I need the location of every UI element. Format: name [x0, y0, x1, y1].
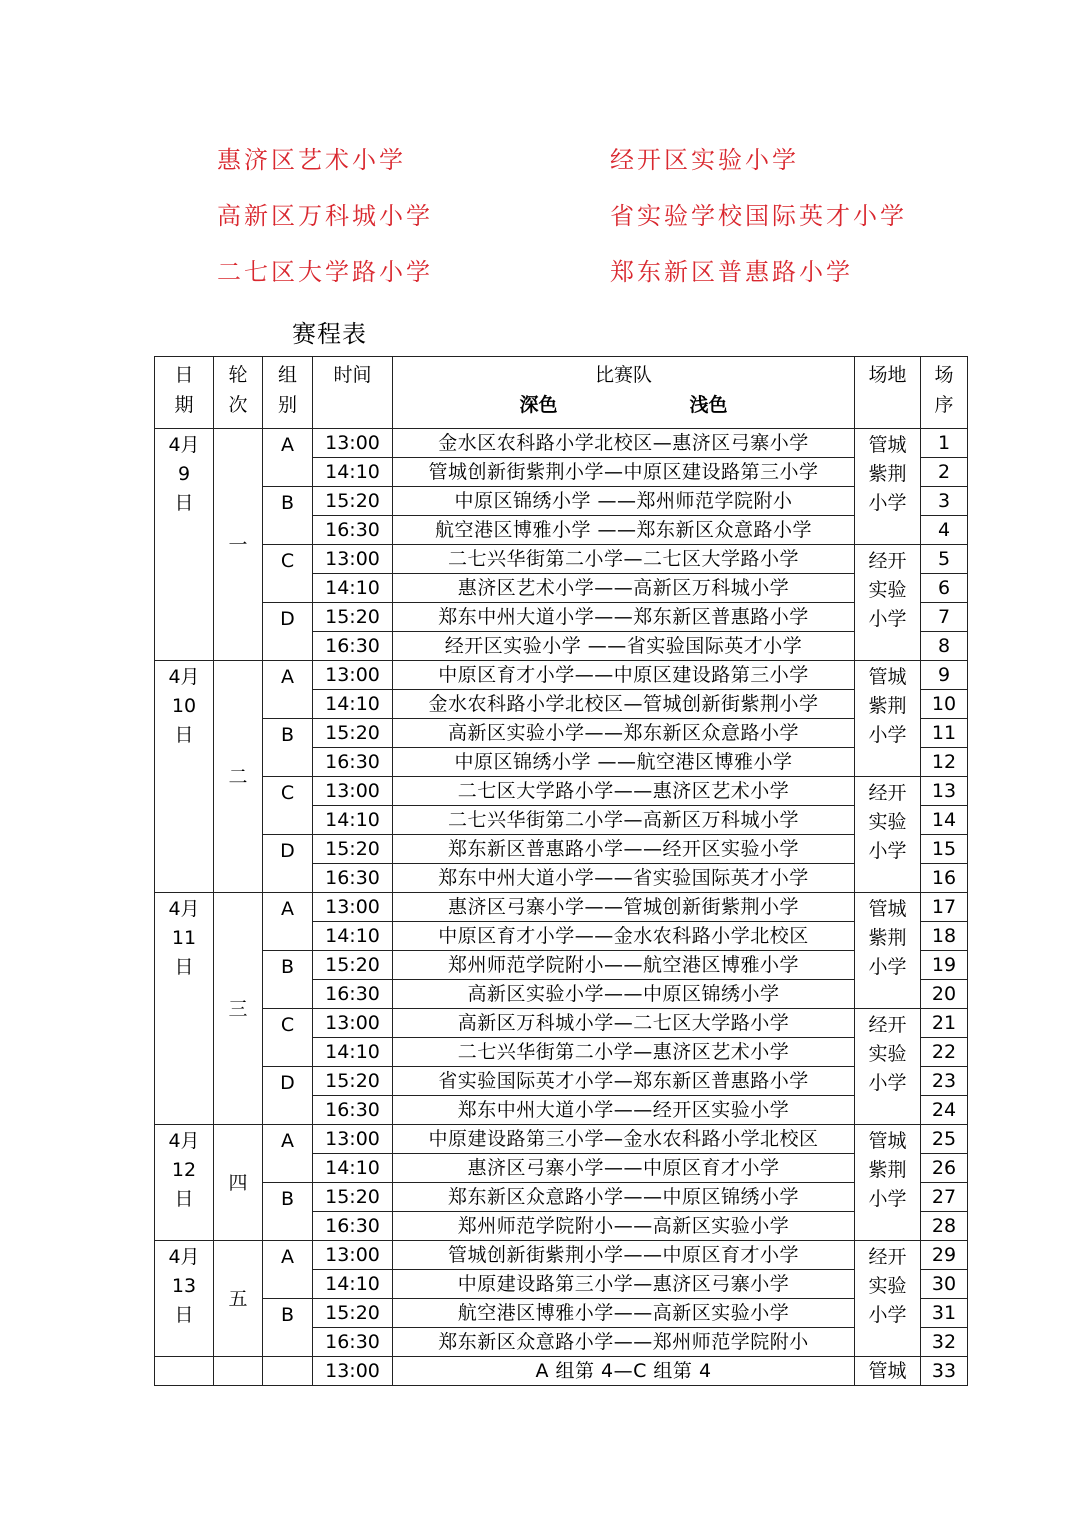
venue-cell: [855, 1241, 921, 1357]
date-cell: [155, 1357, 214, 1386]
time-cell: 16:30: [313, 980, 393, 1009]
table-row: [155, 487, 968, 516]
match-cell: 二七兴华街第二小学—二七区大学路小学: [393, 545, 855, 574]
round-cell: 四: [214, 1125, 263, 1241]
table-row-final: [155, 1357, 968, 1386]
match-cell: 经开区实验小学 ——省实验国际英才小学: [393, 632, 855, 661]
order-cell: 19: [921, 951, 968, 980]
time-cell: 16:30: [313, 748, 393, 777]
order-cell: 18: [921, 922, 968, 951]
venue-line: 小学: [868, 1072, 907, 1094]
order-cell: 28: [921, 1212, 968, 1241]
date-line: 日: [174, 1188, 194, 1210]
match-cell: 中原区育才小学——中原区建设路第三小学: [393, 661, 855, 690]
match-cell: A 组第 4—C 组第 4: [393, 1357, 855, 1386]
date-line: 4月: [168, 434, 200, 456]
header-order: 场 序: [921, 357, 968, 429]
time-cell: 14:10: [313, 690, 393, 719]
order-cell: 14: [921, 806, 968, 835]
time-cell: 15:20: [313, 1299, 393, 1328]
match-cell: 惠济区艺术小学——高新区万科城小学: [393, 574, 855, 603]
school-name: 省实验学校国际英才小学: [610, 202, 907, 230]
order-cell: 20: [921, 980, 968, 1009]
table-row: [155, 1009, 968, 1038]
time-cell: 16:30: [313, 632, 393, 661]
school-row: [217, 252, 977, 308]
match-cell: 航空港区博雅小学 ——郑东新区众意路小学: [393, 516, 855, 545]
order-cell: 8: [921, 632, 968, 661]
date-cell: [155, 661, 214, 893]
date-cell: [155, 893, 214, 1125]
venue-line: 实验: [868, 579, 907, 601]
match-cell: 中原建设路第三小学—惠济区弓寨小学: [393, 1270, 855, 1299]
venue-cell: [855, 429, 921, 545]
venue-line: 小学: [868, 840, 907, 862]
school-list: [217, 140, 977, 308]
header-date: 日 期: [155, 357, 214, 429]
group-cell: B: [263, 1299, 313, 1357]
venue-line: 紫荆: [868, 463, 907, 485]
time-cell: 15:20: [313, 835, 393, 864]
table-row: [155, 893, 968, 922]
group-cell: B: [263, 487, 313, 545]
group-cell: C: [263, 545, 313, 603]
match-cell: 郑州师范学院附小——航空港区博雅小学: [393, 951, 855, 980]
time-cell: 16:30: [313, 516, 393, 545]
venue-line: 管城: [868, 666, 907, 688]
match-cell: 郑东中州大道小学——郑东新区普惠路小学: [393, 603, 855, 632]
time-cell: 14:10: [313, 574, 393, 603]
order-cell: 22: [921, 1038, 968, 1067]
time-cell: 15:20: [313, 487, 393, 516]
order-cell: 30: [921, 1270, 968, 1299]
round-cell: 一: [214, 429, 263, 661]
order-cell: 23: [921, 1067, 968, 1096]
order-cell: 1: [921, 429, 968, 458]
order-cell: 11: [921, 719, 968, 748]
date-line: 日: [174, 1304, 194, 1326]
group-cell: A: [263, 1125, 313, 1183]
schedule-title: 赛程表: [292, 320, 367, 348]
date-line: 12: [171, 1159, 197, 1181]
round-cell: 五: [214, 1241, 263, 1357]
date-line: 9: [177, 463, 191, 485]
match-cell: 郑东中州大道小学——经开区实验小学: [393, 1096, 855, 1125]
time-cell: 16:30: [313, 1328, 393, 1357]
match-cell: 二七兴华街第二小学—惠济区艺术小学: [393, 1038, 855, 1067]
table-row: [155, 1241, 968, 1270]
venue-line: 经开: [868, 550, 907, 572]
venue-line: 实验: [868, 1043, 907, 1065]
match-cell: 郑东新区众意路小学——中原区锦绣小学: [393, 1183, 855, 1212]
order-cell: 4: [921, 516, 968, 545]
venue-cell: [855, 661, 921, 777]
order-cell: 17: [921, 893, 968, 922]
match-cell: 惠济区弓寨小学——中原区育才小学: [393, 1154, 855, 1183]
time-cell: 13:00: [313, 429, 393, 458]
match-cell: 高新区实验小学——郑东新区众意路小学: [393, 719, 855, 748]
group-cell: D: [263, 1067, 313, 1125]
time-cell: 15:20: [313, 1183, 393, 1212]
time-cell: 13:00: [313, 1125, 393, 1154]
order-cell: 5: [921, 545, 968, 574]
venue-line: 紫荆: [868, 1159, 907, 1181]
group-cell: D: [263, 835, 313, 893]
group-cell: C: [263, 1009, 313, 1067]
order-cell: 16: [921, 864, 968, 893]
table-row: [155, 1299, 968, 1328]
venue-line: 经开: [868, 782, 907, 804]
time-cell: 14:10: [313, 1270, 393, 1299]
school-name: 二七区大学路小学: [217, 258, 433, 286]
time-cell: 15:20: [313, 719, 393, 748]
order-cell: 26: [921, 1154, 968, 1183]
match-cell: 郑东中州大道小学——省实验国际英才小学: [393, 864, 855, 893]
order-cell: 31: [921, 1299, 968, 1328]
order-cell: 27: [921, 1183, 968, 1212]
date-line: 11: [171, 927, 197, 949]
date-line: 10: [171, 695, 197, 717]
venue-line: 紫荆: [868, 695, 907, 717]
date-line: 4月: [168, 1246, 200, 1268]
date-line: 日: [174, 724, 194, 746]
time-cell: 13:00: [313, 777, 393, 806]
table-row: [155, 835, 968, 864]
table-row: [155, 603, 968, 632]
school-row: [217, 196, 977, 252]
time-cell: 16:30: [313, 1096, 393, 1125]
date-line: 日: [174, 956, 194, 978]
match-cell: 惠济区弓寨小学——管城创新街紫荆小学: [393, 893, 855, 922]
time-cell: 13:00: [313, 1357, 393, 1386]
header-venue: 场地: [855, 357, 921, 429]
order-cell: 3: [921, 487, 968, 516]
date-cell: [155, 1125, 214, 1241]
round-cell: [214, 1357, 263, 1386]
group-cell: A: [263, 429, 313, 487]
venue-line: 小学: [868, 492, 907, 514]
match-cell: 航空港区博雅小学——高新区实验小学: [393, 1299, 855, 1328]
group-cell: B: [263, 719, 313, 777]
date-line: 日: [174, 492, 194, 514]
time-cell: 16:30: [313, 864, 393, 893]
venue-cell: [855, 1125, 921, 1241]
match-cell: 中原区育才小学——金水农科路小学北校区: [393, 922, 855, 951]
school-name: 高新区万科城小学: [217, 202, 433, 230]
order-cell: 15: [921, 835, 968, 864]
date-line: 4月: [168, 666, 200, 688]
order-cell: 10: [921, 690, 968, 719]
table-row: [155, 545, 968, 574]
table-row: [155, 1067, 968, 1096]
table-row: [155, 1183, 968, 1212]
time-cell: 15:20: [313, 1067, 393, 1096]
group-cell: A: [263, 893, 313, 951]
venue-line: 管城: [868, 898, 907, 920]
date-line: 13: [171, 1275, 197, 1297]
venue-line: 小学: [868, 724, 907, 746]
school-name: 郑东新区普惠路小学: [610, 258, 853, 286]
date-line: 4月: [168, 1130, 200, 1152]
match-cell: 金水区农科路小学北校区—惠济区弓寨小学: [393, 429, 855, 458]
order-cell: 33: [921, 1357, 968, 1386]
time-cell: 14:10: [313, 458, 393, 487]
match-cell: 中原建设路第三小学—金水农科路小学北校区: [393, 1125, 855, 1154]
venue-line: 管城: [868, 1130, 907, 1152]
group-cell: D: [263, 603, 313, 661]
group-cell: B: [263, 951, 313, 1009]
venue-cell: [855, 777, 921, 893]
venue-line: 小学: [868, 956, 907, 978]
order-cell: 29: [921, 1241, 968, 1270]
match-cell: 郑东新区普惠路小学——经开区实验小学: [393, 835, 855, 864]
venue-line: 经开: [868, 1014, 907, 1036]
time-cell: 14:10: [313, 922, 393, 951]
order-cell: 32: [921, 1328, 968, 1357]
order-cell: 9: [921, 661, 968, 690]
time-cell: 13:00: [313, 661, 393, 690]
match-cell: 中原区锦绣小学 ——航空港区博雅小学: [393, 748, 855, 777]
match-cell: 郑州师范学院附小——高新区实验小学: [393, 1212, 855, 1241]
venue-line: 实验: [868, 811, 907, 833]
time-cell: 13:00: [313, 545, 393, 574]
order-cell: 21: [921, 1009, 968, 1038]
venue-line: 管城: [868, 434, 907, 456]
order-cell: 13: [921, 777, 968, 806]
group-cell: B: [263, 1183, 313, 1241]
order-cell: 24: [921, 1096, 968, 1125]
venue-line: 实验: [868, 1275, 907, 1297]
round-cell: 三: [214, 893, 263, 1125]
school-row: [217, 140, 977, 196]
match-cell: 管城创新街紫荆小学——中原区育才小学: [393, 1241, 855, 1270]
order-cell: 7: [921, 603, 968, 632]
time-cell: 15:20: [313, 603, 393, 632]
table-row: [155, 1125, 968, 1154]
venue-cell: [855, 1009, 921, 1125]
match-cell: 管城创新街紫荆小学—中原区建设路第三小学: [393, 458, 855, 487]
time-cell: 16:30: [313, 1212, 393, 1241]
match-cell: 金水农科路小学北校区—管城创新街紫荆小学: [393, 690, 855, 719]
order-cell: 2: [921, 458, 968, 487]
header-team-colors: 深色 浅色: [519, 394, 728, 416]
group-cell: [263, 1357, 313, 1386]
order-cell: 6: [921, 574, 968, 603]
order-cell: 12: [921, 748, 968, 777]
time-cell: 14:10: [313, 1038, 393, 1067]
match-cell: 省实验国际英才小学—郑东新区普惠路小学: [393, 1067, 855, 1096]
schedule-table: [154, 356, 968, 1386]
match-cell: 高新区实验小学——中原区锦绣小学: [393, 980, 855, 1009]
group-cell: A: [263, 661, 313, 719]
group-cell: C: [263, 777, 313, 835]
match-cell: 二七兴华街第二小学—高新区万科城小学: [393, 806, 855, 835]
school-name: 经开区实验小学: [610, 146, 799, 174]
school-name: 惠济区艺术小学: [217, 146, 406, 174]
header-row: [155, 357, 968, 429]
match-cell: 郑东新区众意路小学——郑州师范学院附小: [393, 1328, 855, 1357]
match-cell: 中原区锦绣小学 ——郑州师范学院附小: [393, 487, 855, 516]
venue-cell: [855, 545, 921, 661]
round-cell: 二: [214, 661, 263, 893]
table-row: [155, 777, 968, 806]
venue-line: 经开: [868, 1246, 907, 1268]
order-cell: 25: [921, 1125, 968, 1154]
venue-cell: [855, 893, 921, 1009]
venue-cell: 管城: [855, 1357, 921, 1386]
time-cell: 13:00: [313, 1009, 393, 1038]
table-row: [155, 719, 968, 748]
table-row: [155, 429, 968, 458]
date-cell: [155, 1241, 214, 1357]
time-cell: 14:10: [313, 806, 393, 835]
table-row: [155, 951, 968, 980]
time-cell: 14:10: [313, 1154, 393, 1183]
header-round: 轮 次: [214, 357, 263, 429]
header-group: 组 别: [263, 357, 313, 429]
date-line: 4月: [168, 898, 200, 920]
venue-line: 小学: [868, 608, 907, 630]
time-cell: 13:00: [313, 893, 393, 922]
group-cell: A: [263, 1241, 313, 1299]
time-cell: 13:00: [313, 1241, 393, 1270]
venue-line: 小学: [868, 1188, 907, 1210]
venue-line: 小学: [868, 1304, 907, 1326]
header-time: 时间: [313, 357, 393, 429]
table-row: [155, 661, 968, 690]
venue-line: 紫荆: [868, 927, 907, 949]
match-cell: 二七区大学路小学——惠济区艺术小学: [393, 777, 855, 806]
match-cell: 高新区万科城小学—二七区大学路小学: [393, 1009, 855, 1038]
time-cell: 15:20: [313, 951, 393, 980]
header-teams: 比赛队 深色 浅色: [393, 357, 855, 429]
date-cell: [155, 429, 214, 661]
